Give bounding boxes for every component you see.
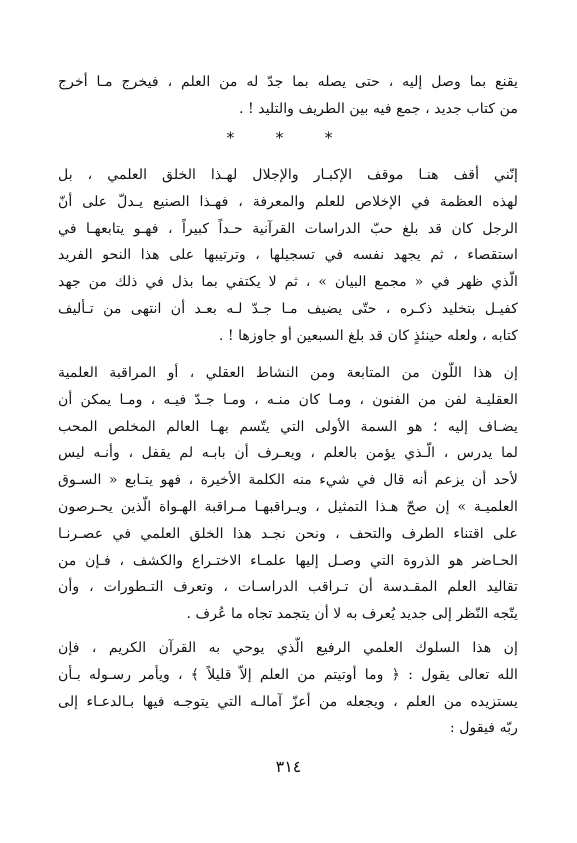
text-line: إن هذا اللّون من المتابعة ومن النشاط العقلي ، أو المراقبة العلمية xyxy=(58,365,518,381)
text-line: إنّني أقف هنـا موقف الإكبـار والإجلال لهـذا الخلق العلمي ، بل xyxy=(58,167,518,183)
text-line: الحـاضر هو الذروة التي وصـل إليها علمـاء الاختـراع والكشف ، فـإن من xyxy=(58,552,518,569)
text-line: كفيـل بتخليد ذكـره ، حتّى يضيف مـا جـدّ لـه بعـد أن انتهى من تـأليف xyxy=(58,300,518,317)
paragraph xyxy=(58,635,518,742)
text-line: الله تعالى يقول : ﴿ وما أوتيتم من العلم إلاّ قليلاً ﴾ ، ويأمر رسـوله بـأن xyxy=(58,666,518,683)
text-line: يستزيده من العلم ، ويجعله من أعزّ آمالـه التي يتوجـه فيها بـالدعـاء إلى xyxy=(58,693,518,710)
text-line: يقنع بما وصل إليه ، حتى يصله بما جدّ له من العلم ، فيخرج مـا أخرج xyxy=(58,74,518,90)
paragraph-continuation xyxy=(58,69,518,123)
text-line: العلميـة » إن صحّ هـذا التمثيل ، ويـراقبهـا مـراقبة الهـواة الّذين يحـرصون xyxy=(58,498,518,515)
text-line: تقاليد العلم المقـدسة أن تـراقب الدراسـات ، وتعرف التـطورات ، وأن xyxy=(58,579,518,596)
text-line: ربّه فيقول : xyxy=(449,720,518,737)
text-line: الّذي ظهر في « مجمع البيان » ، ثم لا يكتفي بما بذل في ذلك من جهد xyxy=(58,274,518,291)
paragraph xyxy=(58,162,518,350)
text-line: استقصاء ، ثم يجهد نفسه في تسجيلها ، وترتيبها على هذا النحو الفريد xyxy=(58,247,518,264)
text-line: يتّجه النّظر إلى جديد يُعرف به لا أن يتجمد تجاه ما عُرف . xyxy=(186,606,518,623)
section-separator: * * * xyxy=(226,128,351,147)
text-line: إن هذا السلوك العلمي الرفيع الّذي يوحي به القرآن الكريم ، فإن xyxy=(58,640,518,656)
text-line: الرجل كان قد بلغ حبّ الدراسات القرآنية حـداً كبيراً ، فهـو يتابعهـا في xyxy=(58,220,518,237)
text-line: على اقتناء الطرف والتحف ، ونحن نجـد هذا الخلق العلمي في عصـرنـا xyxy=(58,525,518,542)
text-line: من كتاب جديد ، جمع فيه بين الطريف والتليد ! . xyxy=(238,100,518,117)
text-line: كتابه ، ولعله حينئذٍ كان قد بلغ السبعين أو جاوزها ! . xyxy=(218,327,518,344)
text-line: لأحد أن يزعم أنه قال في شيء منه الكلمة الأخيرة ، فهو يتـابع « السـوق xyxy=(58,472,518,489)
text-line: العقليـة لفن من الفنون ، ومـا كان منـه ، ومـا جـدّ فيـه ، ومـا يمكن أن xyxy=(58,391,518,408)
text-line: لهذه العظمة في الإخلاص للعلم والمعرفة ، فهـذا الصنيع يـدلّ على أنّ xyxy=(58,193,518,210)
paragraph xyxy=(58,360,518,628)
text-line: يضـاف إليه ؛ هو السمة الأولى التي يتّسم بهـا العالم المخلص المحب xyxy=(58,418,518,435)
page-number: ٣١٤ xyxy=(275,757,302,776)
text-line: لما يدرس ، الّـذي يؤمن بالعلم ، ويعـرف أن بابـه لم يقفل ، وأنـه ليس xyxy=(58,445,518,462)
